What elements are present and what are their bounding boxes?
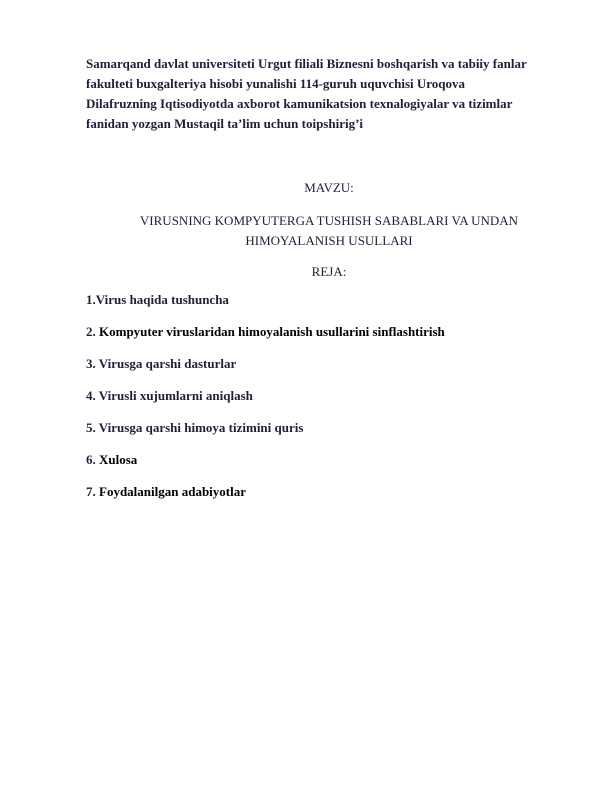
plan-item-1 — [86, 290, 566, 310]
plan-item-number: 6. — [86, 452, 99, 467]
plan-item-text: Virusli xujumlarni aniqlash — [98, 388, 253, 403]
plan-item-text: Virus haqida tushuncha — [95, 292, 229, 307]
topic-title — [86, 211, 572, 251]
plan-item-text: Foydalanilgan adabiyotlar — [99, 484, 246, 499]
topic-line-1: VIRUSNING KOMPYUTERGA TUSHISH SABABLARI VA UNDAN — [139, 213, 519, 228]
intro-line: Dilafruzning Iqtisodiyotda axborot kamunikatsion texnalogiyalar va tizimlar — [86, 96, 513, 111]
plan-item-number: 7. — [86, 484, 99, 499]
plan-item-6 — [86, 450, 566, 470]
plan-item-4 — [86, 386, 566, 406]
plan-item-7 — [86, 482, 566, 502]
plan-item-text: Virusga qarshi dasturlar — [98, 356, 237, 371]
plan-item-text: Xulosa — [99, 452, 138, 467]
plan-item-5 — [86, 418, 566, 438]
intro-line: Samarqand davlat universiteti Urgut filiali Biznesni boshqarish va tabiiy fanlar — [86, 56, 527, 71]
reja-label: REJA: — [311, 264, 347, 279]
plan-item-text: Virusga qarshi himoya tizimini quris — [98, 420, 304, 435]
topic-line-2: HIMOYALANISH USULLARI — [245, 233, 413, 248]
mavzu-label: MAVZU: — [304, 180, 354, 195]
plan-list — [86, 290, 566, 514]
intro-line: fakulteti buxgalteriya hisobi yunalishi 114-guruh uquvchisi Uroqova — [86, 76, 466, 91]
plan-item-3 — [86, 354, 566, 374]
plan-item-2 — [86, 322, 566, 342]
plan-item-number: 3. — [86, 356, 99, 371]
plan-item-number: 1. — [86, 292, 96, 307]
intro-paragraph — [86, 54, 546, 134]
plan-item-number: 2. — [86, 324, 99, 339]
intro-line: fanidan yozgan Mustaqil ta’lim uchun toipshirig’i — [86, 116, 364, 131]
plan-item-number: 5. — [86, 420, 99, 435]
plan-item-text: Kompyuter viruslaridan himoyalanish usullarini sinflashtirish — [99, 324, 445, 339]
plan-item-number: 4. — [86, 388, 99, 403]
